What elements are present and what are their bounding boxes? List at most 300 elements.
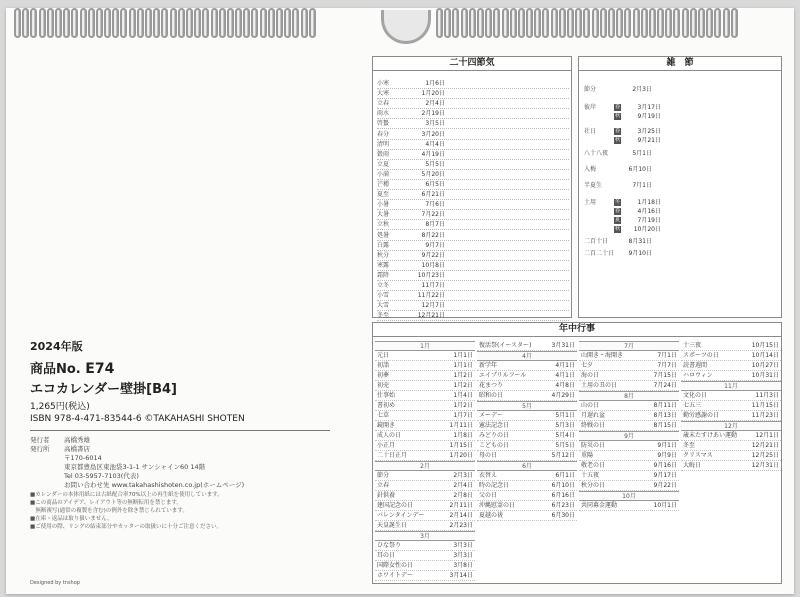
spiral-loop bbox=[14, 8, 21, 38]
event-date: 2月14日 bbox=[449, 512, 473, 519]
event-date: 4月1日 bbox=[555, 372, 575, 379]
spiral-loop bbox=[71, 8, 78, 38]
event-name: 新学年 bbox=[479, 362, 498, 369]
sekki-row bbox=[377, 311, 569, 321]
event-name: 衣替え bbox=[479, 472, 498, 479]
sekki-row bbox=[377, 231, 569, 241]
month-header: 4月 bbox=[477, 351, 577, 361]
sekki-title: 二十四節気 bbox=[373, 57, 571, 71]
sekki-name: 春分 bbox=[377, 130, 390, 138]
event-row bbox=[579, 361, 679, 371]
event-name: 父の日 bbox=[479, 492, 498, 499]
sekki-row bbox=[377, 79, 569, 89]
event-row bbox=[579, 371, 679, 381]
event-date: 5月3日 bbox=[555, 422, 575, 429]
sekki-date: 9月7日 bbox=[425, 241, 445, 249]
product-price: 1,265円(税込) bbox=[30, 402, 90, 412]
hanger-hook bbox=[381, 10, 431, 44]
spiral-loop bbox=[698, 8, 705, 38]
nenchu-panel bbox=[372, 322, 782, 584]
sekki-date: 1月6日 bbox=[425, 80, 445, 87]
event-date: 8月11日 bbox=[653, 402, 677, 409]
zassetsu-date: 9月21日 bbox=[637, 137, 661, 144]
zassetsu-panel bbox=[578, 56, 782, 318]
spiral-loop bbox=[641, 8, 648, 38]
spiral-loop bbox=[145, 8, 152, 38]
sekki-name: 寒露 bbox=[377, 261, 390, 269]
zassetsu-date: 8月31日 bbox=[628, 238, 652, 245]
zassetsu-date: 10月20日 bbox=[633, 226, 661, 233]
publisher-key: 発行所 bbox=[30, 445, 50, 453]
sekki-date: 6月21日 bbox=[421, 191, 445, 199]
event-name: 海の日 bbox=[581, 372, 600, 379]
spiral-loop bbox=[243, 8, 250, 38]
nenchu-column bbox=[681, 341, 781, 471]
zassetsu-name: 彼岸 bbox=[584, 104, 597, 111]
month-header: 11月 bbox=[681, 381, 781, 391]
sekki-name: 大雪 bbox=[377, 302, 390, 310]
divider bbox=[30, 430, 330, 431]
event-name: 耳の日 bbox=[377, 552, 396, 559]
event-row bbox=[375, 481, 475, 491]
event-name: 時の記念日 bbox=[479, 482, 510, 489]
spiral-loop bbox=[510, 8, 517, 38]
spiral-loop bbox=[292, 8, 299, 38]
event-date: 4月29日 bbox=[551, 392, 575, 399]
spiral-loop bbox=[47, 8, 54, 38]
event-row bbox=[375, 351, 475, 361]
sekki-row bbox=[377, 261, 569, 271]
publisher-value: お問い合わせ先 www.takahashishoten.co.jp(ホームページ) bbox=[64, 481, 245, 489]
event-date: 3月3日 bbox=[453, 542, 473, 549]
event-name: ひな祭り bbox=[377, 542, 402, 549]
spiral-loop bbox=[260, 8, 267, 38]
event-date: 12月25日 bbox=[751, 452, 779, 459]
sekki-name: 立夏 bbox=[377, 160, 390, 168]
event-date: 6月16日 bbox=[551, 492, 575, 499]
sekki-row bbox=[377, 281, 569, 291]
event-date: 1月1日 bbox=[453, 352, 473, 359]
sekki-date: 2月4日 bbox=[425, 100, 445, 108]
sekki-row bbox=[377, 291, 569, 301]
event-date: 7月1日 bbox=[657, 352, 677, 359]
event-row bbox=[681, 351, 781, 361]
zassetsu-name: 社日 bbox=[584, 128, 597, 135]
event-date: 10月31日 bbox=[751, 372, 779, 379]
zassetsu-date: 6月10日 bbox=[628, 166, 652, 173]
sekki-name: 大寒 bbox=[377, 90, 390, 98]
publisher-key: 発行者 bbox=[30, 436, 50, 444]
sekki-date: 2月19日 bbox=[421, 110, 445, 118]
spiral-loop bbox=[235, 8, 242, 38]
event-row bbox=[579, 441, 679, 451]
event-name: 小正月 bbox=[377, 442, 396, 449]
event-row bbox=[477, 431, 577, 441]
nenchu-title: 年中行事 bbox=[373, 323, 781, 337]
spiral-loop bbox=[55, 8, 62, 38]
sekki-name: 小満 bbox=[377, 170, 390, 178]
event-date: 1月1日 bbox=[453, 362, 473, 369]
event-date: 1月4日 bbox=[453, 392, 473, 399]
event-row bbox=[477, 421, 577, 431]
month-header: 5月 bbox=[477, 401, 577, 411]
sekki-name: 清明 bbox=[377, 140, 390, 148]
event-date: 1月15日 bbox=[449, 442, 473, 449]
spiral-binding-right bbox=[436, 8, 739, 42]
spiral-loop bbox=[80, 8, 87, 38]
event-row bbox=[477, 411, 577, 421]
event-name: 歳末たすけあい運動 bbox=[683, 432, 738, 439]
spiral-loop bbox=[268, 8, 275, 38]
event-name: 節分 bbox=[377, 472, 390, 479]
spiral-loop bbox=[452, 8, 459, 38]
event-date: 3月8日 bbox=[453, 562, 473, 569]
sekki-date: 7月6日 bbox=[425, 201, 445, 209]
event-name: スポーツの日 bbox=[683, 352, 719, 359]
month-header: 2月 bbox=[375, 461, 475, 471]
zassetsu-row bbox=[584, 149, 778, 158]
spiral-loop bbox=[22, 8, 29, 38]
spiral-loop bbox=[301, 8, 308, 38]
sekki-date: 6月5日 bbox=[425, 181, 445, 188]
event-row bbox=[681, 391, 781, 401]
spiral-loop bbox=[137, 8, 144, 38]
event-row bbox=[579, 451, 679, 461]
spiral-loop bbox=[583, 8, 590, 38]
spiral-loop bbox=[502, 8, 509, 38]
zassetsu-date: 9月19日 bbox=[637, 113, 661, 120]
spiral-loop bbox=[731, 8, 738, 38]
sekki-name: 立秋 bbox=[377, 221, 390, 229]
event-row bbox=[375, 471, 475, 481]
sekki-date: 5月5日 bbox=[425, 160, 445, 168]
sekki-date: 8月7日 bbox=[425, 221, 445, 229]
note-line: ■カレンダーの本体用紙には古紙配合率70%以上の再生紙を使用しています。 bbox=[30, 492, 223, 498]
season-badge: 春 bbox=[614, 128, 620, 134]
event-row bbox=[477, 391, 577, 401]
event-date: 2月4日 bbox=[453, 482, 473, 489]
event-name: 敬老の日 bbox=[581, 462, 606, 469]
event-row bbox=[681, 371, 781, 381]
event-date: 1月7日 bbox=[453, 412, 473, 419]
zassetsu-name: 半夏生 bbox=[584, 182, 603, 189]
event-date: 8月15日 bbox=[653, 422, 677, 429]
spiral-loop bbox=[673, 8, 680, 38]
sekki-name: 小雪 bbox=[377, 292, 390, 300]
spiral-loop bbox=[526, 8, 533, 38]
spiral-loop bbox=[202, 8, 209, 38]
event-row bbox=[375, 411, 475, 421]
event-row bbox=[375, 501, 475, 511]
note-line: ■在庫・返品は取り扱いません。 bbox=[30, 516, 113, 522]
event-row bbox=[375, 451, 475, 461]
event-date: 3月31日 bbox=[551, 342, 575, 349]
sekki-date: 10月23日 bbox=[417, 271, 445, 279]
event-date: 9月16日 bbox=[653, 462, 677, 469]
spiral-loop bbox=[129, 8, 136, 38]
sekki-row bbox=[377, 180, 569, 190]
spiral-loop bbox=[518, 8, 525, 38]
event-date: 6月1日 bbox=[555, 472, 575, 479]
spiral-loop bbox=[194, 8, 201, 38]
event-date: 8月13日 bbox=[653, 412, 677, 419]
sekki-name: 霜降 bbox=[377, 271, 390, 279]
event-row bbox=[579, 461, 679, 471]
event-name: 防災の日 bbox=[581, 442, 606, 449]
spiral-loop bbox=[469, 8, 476, 38]
event-row bbox=[579, 401, 679, 411]
spiral-loop bbox=[714, 8, 721, 38]
publisher-value: 東京都豊島区東池袋3-1-1 サンシャイン60 14階 bbox=[64, 463, 206, 471]
sekki-row bbox=[377, 200, 569, 210]
event-name: 昭和の日 bbox=[479, 392, 504, 399]
spiral-loop bbox=[178, 8, 185, 38]
event-row bbox=[477, 471, 577, 481]
sekki-panel bbox=[372, 56, 572, 318]
publisher-key bbox=[30, 454, 64, 463]
event-name: 重陽 bbox=[581, 452, 594, 459]
publisher-info bbox=[30, 436, 330, 490]
sekki-date: 8月22日 bbox=[421, 231, 445, 239]
event-name: エイプリルフール bbox=[479, 372, 527, 379]
event-name: 共同募金運動 bbox=[581, 502, 618, 509]
spiral-loop bbox=[723, 8, 730, 38]
event-name: 七夕 bbox=[581, 362, 594, 369]
sekki-row bbox=[377, 301, 569, 311]
product-info bbox=[30, 338, 330, 490]
spiral-loop bbox=[170, 8, 177, 38]
event-date: 5月1日 bbox=[555, 412, 575, 419]
spiral-loop bbox=[657, 8, 664, 38]
zassetsu-row bbox=[584, 181, 778, 190]
event-date: 10月15日 bbox=[751, 342, 779, 349]
sekki-row bbox=[377, 271, 569, 281]
sekki-date: 4月4日 bbox=[425, 140, 445, 148]
sekki-date: 7月22日 bbox=[421, 211, 445, 219]
event-date: 3月14日 bbox=[449, 572, 473, 579]
month-header: 7月 bbox=[579, 341, 679, 351]
event-date: 9月17日 bbox=[653, 472, 677, 479]
sekki-row bbox=[377, 251, 569, 261]
spiral-loop bbox=[690, 8, 697, 38]
event-row bbox=[681, 401, 781, 411]
spiral-loop bbox=[276, 8, 283, 38]
sekki-name: 立春 bbox=[377, 100, 390, 108]
zassetsu-row bbox=[584, 237, 778, 246]
event-date: 4月1日 bbox=[555, 362, 575, 369]
sekki-row bbox=[377, 241, 569, 251]
sekki-name: 雨水 bbox=[377, 110, 390, 118]
spiral-loop bbox=[624, 8, 631, 38]
spiral-loop bbox=[616, 8, 623, 38]
season-badge: 春 bbox=[614, 208, 620, 214]
event-name: 七草 bbox=[377, 412, 390, 419]
event-name: クリスマス bbox=[683, 452, 713, 459]
event-name: バレンタインデー bbox=[377, 512, 425, 519]
zassetsu-row bbox=[584, 127, 778, 145]
zassetsu-row bbox=[584, 103, 778, 121]
product-code-number: E74 bbox=[85, 361, 115, 377]
event-row bbox=[477, 371, 577, 381]
spiral-loop bbox=[211, 8, 218, 38]
event-name: 母の日 bbox=[479, 452, 498, 459]
event-name: 国際女性の日 bbox=[377, 562, 414, 569]
sekki-name: 小寒 bbox=[377, 80, 390, 87]
event-name: 十三夜 bbox=[683, 342, 702, 349]
spiral-loop bbox=[567, 8, 574, 38]
event-name: ハロウィン bbox=[683, 372, 713, 379]
spiral-loop bbox=[682, 8, 689, 38]
event-date: 1月2日 bbox=[453, 402, 473, 409]
spiral-loop bbox=[575, 8, 582, 38]
event-name: 鏡開き bbox=[377, 422, 396, 429]
note-line: ■ご使用の際、リングの結束部分やカッターの取扱いに十分ご注意ください。 bbox=[30, 524, 223, 530]
sekki-date: 9月22日 bbox=[421, 251, 445, 259]
event-row bbox=[375, 571, 475, 581]
event-row bbox=[579, 501, 679, 511]
sekki-name: 啓蟄 bbox=[377, 120, 390, 128]
month-header: 8月 bbox=[579, 391, 679, 401]
event-date: 11月23日 bbox=[751, 412, 779, 419]
event-row bbox=[681, 411, 781, 421]
event-date: 6月30日 bbox=[551, 512, 575, 519]
event-date: 5月12日 bbox=[551, 452, 575, 459]
event-row bbox=[477, 511, 577, 521]
event-date: 10月1日 bbox=[653, 502, 677, 509]
zassetsu-date: 7月19日 bbox=[637, 217, 661, 224]
sekki-name: 冬至 bbox=[377, 312, 390, 320]
sekki-row bbox=[377, 109, 569, 119]
event-row bbox=[477, 361, 577, 371]
event-name: こどもの日 bbox=[479, 442, 510, 449]
event-row bbox=[477, 341, 577, 351]
event-date: 7月24日 bbox=[653, 382, 677, 389]
sekki-name: 大暑 bbox=[377, 211, 390, 219]
event-date: 1月2日 bbox=[453, 382, 473, 389]
event-date: 12月1日 bbox=[755, 432, 779, 439]
event-name: 沖縄慰霊の日 bbox=[479, 502, 516, 509]
event-name: 立春 bbox=[377, 482, 390, 489]
event-name: 山の日 bbox=[581, 402, 600, 409]
event-row bbox=[477, 501, 577, 511]
zassetsu-name: 二百十日 bbox=[584, 238, 609, 245]
sekki-date: 11月22日 bbox=[417, 292, 445, 300]
sekki-row bbox=[377, 170, 569, 180]
event-row bbox=[375, 541, 475, 551]
event-name: 十五夜 bbox=[581, 472, 600, 479]
event-date: 3月3日 bbox=[453, 552, 473, 559]
event-name: 大晦日 bbox=[683, 462, 702, 469]
event-date: 9月9日 bbox=[657, 452, 677, 459]
sekki-date: 11月7日 bbox=[421, 282, 445, 289]
event-date: 4月8日 bbox=[555, 382, 575, 389]
event-name: 建国記念の日 bbox=[377, 502, 414, 509]
spiral-loop bbox=[30, 8, 37, 38]
zassetsu-date: 2月3日 bbox=[632, 86, 652, 93]
event-name: 山開き・海開き bbox=[581, 352, 624, 359]
event-name: 文化の日 bbox=[683, 392, 708, 399]
event-date: 1月20日 bbox=[449, 452, 473, 459]
event-row bbox=[375, 371, 475, 381]
event-name: 憲法記念日 bbox=[479, 422, 510, 429]
sekki-date: 5月20日 bbox=[421, 170, 445, 178]
spiral-loop bbox=[104, 8, 111, 38]
event-name: 成人の日 bbox=[377, 432, 402, 439]
spiral-loop bbox=[153, 8, 160, 38]
sekki-name: 穀雨 bbox=[377, 150, 390, 158]
event-name: 秋分の日 bbox=[581, 482, 606, 489]
event-name: 復活祭(イースター) bbox=[479, 342, 532, 349]
sekki-date: 1月20日 bbox=[421, 90, 445, 98]
sekki-row bbox=[377, 99, 569, 109]
sekki-name: 白露 bbox=[377, 241, 390, 249]
event-row bbox=[579, 381, 679, 391]
zassetsu-name: 八十八夜 bbox=[584, 150, 609, 157]
event-name: 七五三 bbox=[683, 402, 702, 409]
sekki-date: 12月7日 bbox=[421, 302, 445, 310]
event-row bbox=[477, 451, 577, 461]
event-name: メーデー bbox=[479, 412, 504, 419]
zassetsu-name: 土用 bbox=[584, 199, 597, 206]
product-code-prefix: 商品No. bbox=[30, 362, 81, 377]
publisher-key bbox=[30, 472, 64, 481]
zassetsu-date: 3月17日 bbox=[637, 104, 661, 111]
sekki-date: 4月19日 bbox=[421, 150, 445, 158]
event-name: 書初め bbox=[377, 402, 396, 409]
event-name: 仕事始 bbox=[377, 392, 396, 399]
zassetsu-date: 9月10日 bbox=[628, 250, 652, 257]
spiral-loop bbox=[88, 8, 95, 38]
event-row bbox=[681, 341, 781, 351]
spiral-loop bbox=[485, 8, 492, 38]
event-row bbox=[681, 431, 781, 441]
event-date: 7月15日 bbox=[653, 372, 677, 379]
month-header: 10月 bbox=[579, 491, 679, 501]
event-date: 2月8日 bbox=[453, 492, 473, 499]
publisher-value: 高橋秀雄 bbox=[64, 436, 90, 444]
zassetsu-row bbox=[584, 165, 778, 174]
season-badge: 秋 bbox=[614, 226, 620, 232]
spiral-loop bbox=[436, 8, 443, 38]
sekki-date: 3月20日 bbox=[421, 130, 445, 138]
product-isbn: ISBN 978-4-471-83544-6 ©TAKAHASHI SHOTEN bbox=[30, 414, 245, 424]
event-row bbox=[375, 511, 475, 521]
event-date: 11月3日 bbox=[755, 392, 779, 399]
zassetsu-row bbox=[584, 198, 778, 234]
event-name: 二十日正月 bbox=[377, 452, 408, 459]
nenchu-column bbox=[375, 341, 475, 581]
event-row bbox=[681, 361, 781, 371]
spiral-loop bbox=[551, 8, 558, 38]
event-row bbox=[375, 421, 475, 431]
month-header: 12月 bbox=[681, 421, 781, 431]
spiral-loop bbox=[461, 8, 468, 38]
publisher-value: 〒170-6014 bbox=[64, 454, 102, 462]
year-label: 2024年版 bbox=[30, 340, 83, 353]
event-row bbox=[375, 521, 475, 531]
event-name: 終戦の日 bbox=[581, 422, 606, 429]
event-date: 11月15日 bbox=[751, 402, 779, 409]
nenchu-column bbox=[579, 341, 679, 511]
spiral-loop bbox=[600, 8, 607, 38]
event-date: 6月10日 bbox=[551, 482, 575, 489]
event-name: 天皇誕生日 bbox=[377, 522, 408, 529]
event-row bbox=[579, 351, 679, 361]
event-name: ホワイトデー bbox=[377, 572, 413, 579]
zassetsu-date: 1月18日 bbox=[637, 199, 661, 206]
event-date: 12月21日 bbox=[751, 442, 779, 449]
spiral-loop bbox=[186, 8, 193, 38]
